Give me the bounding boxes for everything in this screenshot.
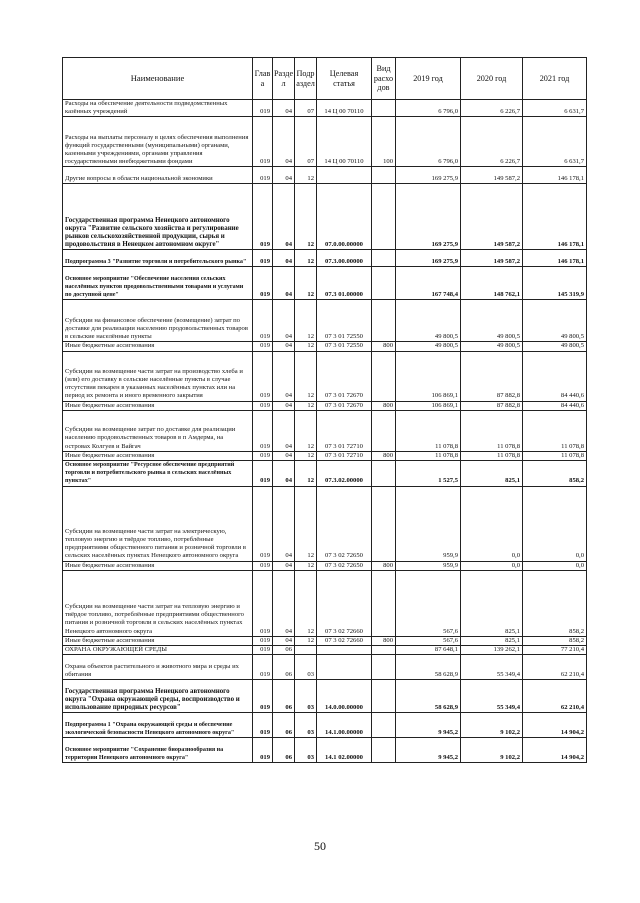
row-value-2021: 14 904,2 — [523, 713, 587, 738]
row-podrazdel: 07 — [295, 117, 317, 167]
row-vid — [372, 713, 396, 738]
table-row — [63, 461, 587, 487]
row-value-2020: 87 882,8 — [461, 401, 523, 410]
row-glava: 019 — [253, 100, 273, 117]
row-razdel: 04 — [273, 184, 295, 250]
row-vid — [372, 100, 396, 117]
row-statya: 07 3 02 72650 — [317, 486, 372, 561]
row-razdel: 04 — [273, 636, 295, 645]
row-razdel: 06 — [273, 680, 295, 713]
row-glava: 019 — [253, 401, 273, 410]
row-name: Иные бюджетные ассигнования — [63, 561, 253, 570]
table-row — [63, 351, 587, 401]
row-podrazdel: 12 — [295, 451, 317, 460]
header-razdel: Разде л — [273, 58, 295, 100]
row-value-2021: 62 210,4 — [523, 680, 587, 713]
row-vid — [372, 410, 396, 451]
row-statya — [317, 655, 372, 680]
table-row — [63, 570, 587, 636]
row-statya — [317, 646, 372, 655]
row-glava: 019 — [253, 117, 273, 167]
row-name: Государственная программа Ненецкого автономного округа "Развитие сельского хозяйства и регулирование рынков сельскохозяйственной продукции, сырья и продовольствия в Ненецком автономном округе" — [63, 184, 253, 250]
row-value-2021: 6 631,7 — [523, 100, 587, 117]
row-razdel: 04 — [273, 342, 295, 351]
row-statya: 14 Ц 00 70110 — [317, 117, 372, 167]
row-name: Расходы на обеспечение деятельности подведомственных казённых учреждений — [63, 100, 253, 117]
table-row — [63, 267, 587, 300]
row-razdel: 06 — [273, 713, 295, 738]
row-razdel: 04 — [273, 461, 295, 487]
row-vid — [372, 184, 396, 250]
row-value-2019: 106 869,1 — [396, 401, 461, 410]
row-statya: 07.0.00.00000 — [317, 184, 372, 250]
row-vid — [372, 300, 396, 342]
row-value-2020: 9 102,2 — [461, 713, 523, 738]
table-row — [63, 738, 587, 763]
row-razdel: 06 — [273, 655, 295, 680]
row-value-2020: 6 226,7 — [461, 117, 523, 167]
row-value-2019: 11 078,8 — [396, 410, 461, 451]
row-razdel: 04 — [273, 300, 295, 342]
table-row — [63, 184, 587, 250]
row-podrazdel: 12 — [295, 250, 317, 267]
table-row — [63, 100, 587, 117]
header-2019: 2019 год — [396, 58, 461, 100]
row-podrazdel: 12 — [295, 410, 317, 451]
row-razdel: 04 — [273, 486, 295, 561]
row-value-2021: 858,2 — [523, 461, 587, 487]
row-glava: 019 — [253, 250, 273, 267]
row-statya: 14.1 02.00000 — [317, 738, 372, 763]
row-razdel: 04 — [273, 117, 295, 167]
header-statya: Целевая статья — [317, 58, 372, 100]
row-podrazdel: 12 — [295, 351, 317, 401]
row-name: Иные бюджетные ассигнования — [63, 401, 253, 410]
row-value-2019: 58 628,9 — [396, 655, 461, 680]
header-podrazdel: Подр аздел — [295, 58, 317, 100]
row-statya: 07 3 02 72660 — [317, 570, 372, 636]
row-value-2019: 9 945,2 — [396, 713, 461, 738]
row-value-2020: 0,0 — [461, 486, 523, 561]
row-vid: 800 — [372, 342, 396, 351]
row-value-2019: 6 796,0 — [396, 117, 461, 167]
row-name: Иные бюджетные ассигнования — [63, 342, 253, 351]
row-glava: 019 — [253, 713, 273, 738]
row-value-2020: 0,0 — [461, 561, 523, 570]
table-row — [63, 646, 587, 655]
row-value-2021: 49 800,5 — [523, 300, 587, 342]
row-value-2021: 11 078,8 — [523, 410, 587, 451]
table-row — [63, 117, 587, 167]
row-statya: 14.0.00.00000 — [317, 680, 372, 713]
row-value-2019: 6 796,0 — [396, 100, 461, 117]
row-razdel: 04 — [273, 451, 295, 460]
table-header-row — [63, 58, 587, 100]
row-name: Основное мероприятие "Ресурсное обеспечение предприятий торговли и потребительского рынка в сельских населённых пунктах" — [63, 461, 253, 487]
row-value-2019: 959,9 — [396, 561, 461, 570]
row-glava: 019 — [253, 300, 273, 342]
row-value-2020: 149 587,2 — [461, 250, 523, 267]
row-value-2019: 49 800,5 — [396, 342, 461, 351]
row-razdel: 04 — [273, 267, 295, 300]
row-value-2021: 0,0 — [523, 561, 587, 570]
row-value-2021: 145 319,9 — [523, 267, 587, 300]
row-razdel: 04 — [273, 167, 295, 184]
page-number: 50 — [314, 839, 326, 853]
row-value-2020: 87 882,8 — [461, 351, 523, 401]
row-value-2021: 6 631,7 — [523, 117, 587, 167]
row-razdel: 04 — [273, 100, 295, 117]
row-vid: 800 — [372, 636, 396, 645]
row-value-2020: 9 102,2 — [461, 738, 523, 763]
row-name: Расходы на выплаты персоналу в целях обеспечения выполнения функций государственными (муниципальными) органами, казенными учреждениями, органами управления государственными внебюджетными фондами — [63, 117, 253, 167]
row-vid — [372, 738, 396, 763]
row-glava: 019 — [253, 561, 273, 570]
table-row — [63, 680, 587, 713]
row-podrazdel: 03 — [295, 655, 317, 680]
row-razdel: 04 — [273, 570, 295, 636]
row-podrazdel: 12 — [295, 636, 317, 645]
row-razdel: 04 — [273, 410, 295, 451]
table-row — [63, 713, 587, 738]
row-podrazdel: 03 — [295, 680, 317, 713]
row-vid — [372, 267, 396, 300]
table-row — [63, 342, 587, 351]
row-value-2020: 149 587,2 — [461, 167, 523, 184]
row-value-2020: 55 349,4 — [461, 680, 523, 713]
row-glava: 019 — [253, 655, 273, 680]
row-value-2020: 825,1 — [461, 461, 523, 487]
row-glava: 019 — [253, 184, 273, 250]
row-value-2021: 146 178,1 — [523, 167, 587, 184]
row-vid — [372, 250, 396, 267]
row-statya: 07 3 01 72710 — [317, 451, 372, 460]
row-vid: 100 — [372, 117, 396, 167]
row-value-2020: 148 762,1 — [461, 267, 523, 300]
row-value-2020: 49 800,5 — [461, 300, 523, 342]
row-value-2021: 146 178,1 — [523, 250, 587, 267]
row-name: Основное мероприятие "Сохранение биоразнообразия на территории Ненецкого автономного округа" — [63, 738, 253, 763]
header-2020: 2020 год — [461, 58, 523, 100]
row-value-2020: 6 226,7 — [461, 100, 523, 117]
row-value-2019: 567,6 — [396, 570, 461, 636]
row-vid: 800 — [372, 561, 396, 570]
row-glava: 019 — [253, 570, 273, 636]
row-vid — [372, 486, 396, 561]
row-name: Подпрограмма 1 "Охрана окружающей среды и обеспечение экологической безопасности Ненецкого автономного округа" — [63, 713, 253, 738]
row-glava: 019 — [253, 646, 273, 655]
row-glava: 019 — [253, 351, 273, 401]
row-value-2020: 49 800,5 — [461, 342, 523, 351]
row-value-2021: 0,0 — [523, 486, 587, 561]
row-razdel: 04 — [273, 561, 295, 570]
row-podrazdel — [295, 646, 317, 655]
row-name: Субсидии на возмещение части затрат на тепловую энергию и твёрдое топливо, потреблённые предприятиями общественного питания и розничной торговли в сельских населённых пунктах Ненецкого автономного округа — [63, 570, 253, 636]
row-glava: 019 — [253, 167, 273, 184]
row-value-2019: 959,9 — [396, 486, 461, 561]
row-statya: 14 Ц 00 70110 — [317, 100, 372, 117]
row-statya: 07 3 01 72710 — [317, 410, 372, 451]
row-glava: 019 — [253, 451, 273, 460]
row-value-2021: 49 800,5 — [523, 342, 587, 351]
row-value-2020: 825,1 — [461, 636, 523, 645]
table-row — [63, 410, 587, 451]
row-value-2019: 11 078,8 — [396, 451, 461, 460]
row-glava: 019 — [253, 486, 273, 561]
row-podrazdel: 12 — [295, 300, 317, 342]
row-value-2020: 55 349,4 — [461, 655, 523, 680]
row-statya — [317, 167, 372, 184]
row-value-2021: 84 440,6 — [523, 401, 587, 410]
row-glava: 019 — [253, 680, 273, 713]
row-value-2020: 11 078,8 — [461, 451, 523, 460]
row-value-2021: 62 210,4 — [523, 655, 587, 680]
row-statya: 07 3 02 72650 — [317, 561, 372, 570]
row-name: Иные бюджетные ассигнования — [63, 451, 253, 460]
row-razdel: 06 — [273, 646, 295, 655]
row-podrazdel: 12 — [295, 167, 317, 184]
row-vid — [372, 461, 396, 487]
row-value-2021: 77 210,4 — [523, 646, 587, 655]
row-podrazdel: 07 — [295, 100, 317, 117]
row-value-2019: 106 869,1 — [396, 351, 461, 401]
row-name: Субсидии на возмещение части затрат на электрическую, тепловую энергию и твёрдое топливо, потреблённые предприятиями общественного питания и розничной торговли в сельских населённых пунктах Ненецкого автономного округа — [63, 486, 253, 561]
row-podrazdel: 12 — [295, 401, 317, 410]
row-value-2019: 169 275,9 — [396, 167, 461, 184]
row-razdel: 04 — [273, 401, 295, 410]
row-vid: 800 — [372, 451, 396, 460]
row-statya: 07.3.00.00000 — [317, 250, 372, 267]
row-value-2020: 11 078,8 — [461, 410, 523, 451]
row-value-2019: 49 800,5 — [396, 300, 461, 342]
row-razdel: 06 — [273, 738, 295, 763]
row-statya: 07 3 02 72660 — [317, 636, 372, 645]
row-vid — [372, 167, 396, 184]
row-podrazdel: 12 — [295, 267, 317, 300]
row-value-2021: 858,2 — [523, 636, 587, 645]
header-name: Наименование — [63, 58, 253, 100]
table-row — [63, 300, 587, 342]
row-value-2021: 146 178,1 — [523, 184, 587, 250]
row-vid — [372, 646, 396, 655]
row-value-2019: 169 275,9 — [396, 184, 461, 250]
row-statya: 14.1.00.00000 — [317, 713, 372, 738]
row-podrazdel: 12 — [295, 184, 317, 250]
table-row — [63, 250, 587, 267]
row-value-2020: 149 587,2 — [461, 184, 523, 250]
row-razdel: 04 — [273, 351, 295, 401]
table-row — [63, 655, 587, 680]
table-row — [63, 561, 587, 570]
row-podrazdel: 12 — [295, 486, 317, 561]
row-glava: 019 — [253, 636, 273, 645]
table-row — [63, 167, 587, 184]
table-row — [63, 401, 587, 410]
row-value-2019: 169 275,9 — [396, 250, 461, 267]
row-name: Подпрограмма 3 "Развитие торговли и потребительского рынка" — [63, 250, 253, 267]
row-vid — [372, 680, 396, 713]
row-name: Основное мероприятие "Обеспечение населения сельских населённых пунктов продовольственными товарами и услугами по доступной цене" — [63, 267, 253, 300]
row-name: ОХРАНА ОКРУЖАЮЩЕЙ СРЕДЫ — [63, 646, 253, 655]
row-glava: 019 — [253, 738, 273, 763]
row-statya: 07.3 01.00000 — [317, 267, 372, 300]
header-glava: Глав а — [253, 58, 273, 100]
header-vid: Вид расхо дов — [372, 58, 396, 100]
row-vid — [372, 570, 396, 636]
row-podrazdel: 12 — [295, 461, 317, 487]
row-value-2020: 825,1 — [461, 570, 523, 636]
row-value-2021: 14 904,2 — [523, 738, 587, 763]
row-value-2019: 58 628,9 — [396, 680, 461, 713]
header-2021: 2021 год — [523, 58, 587, 100]
row-glava: 019 — [253, 461, 273, 487]
row-statya: 07.3.02.00000 — [317, 461, 372, 487]
row-name: Иные бюджетные ассигнования — [63, 636, 253, 645]
row-value-2019: 1 527,5 — [396, 461, 461, 487]
row-glava: 019 — [253, 342, 273, 351]
row-value-2020: 139 262,1 — [461, 646, 523, 655]
row-value-2021: 858,2 — [523, 570, 587, 636]
row-name: Охрана объектов растительного и животного мира и среды их обитания — [63, 655, 253, 680]
row-glava: 019 — [253, 410, 273, 451]
row-podrazdel: 03 — [295, 713, 317, 738]
row-value-2021: 84 440,6 — [523, 351, 587, 401]
row-statya: 07 3 01 72550 — [317, 300, 372, 342]
row-glava: 019 — [253, 267, 273, 300]
row-value-2021: 11 078,8 — [523, 451, 587, 460]
row-vid — [372, 351, 396, 401]
row-podrazdel: 12 — [295, 561, 317, 570]
row-value-2019: 9 945,2 — [396, 738, 461, 763]
row-value-2019: 567,6 — [396, 636, 461, 645]
row-statya: 07 3 01 72670 — [317, 401, 372, 410]
row-podrazdel: 12 — [295, 570, 317, 636]
row-statya: 07 3 01 72670 — [317, 351, 372, 401]
row-statya: 07 3 01 72550 — [317, 342, 372, 351]
row-vid: 800 — [372, 401, 396, 410]
table-row — [63, 451, 587, 460]
table-row — [63, 636, 587, 645]
row-name: Субсидии на финансовое обеспечение (возмещение) затрат по доставке для реализации населению продовольственных товаров в сельские населённые пункты — [63, 300, 253, 342]
table-row — [63, 486, 587, 561]
row-vid — [372, 655, 396, 680]
row-name: Другие вопросы в области национальной экономики — [63, 167, 253, 184]
row-name: Субсидии на возмещение части затрат на производство хлеба и (или) его доставку в сельские населённые пункты в случае отсутствия пекарен в указанных населённых пунктах или на период их ремонта и иного временного закрытия — [63, 351, 253, 401]
row-name: Субсидии на возмещение затрат по доставке для реализации населению продовольственных товаров в п Амдерма, на островах Колгуев и Вайгач — [63, 410, 253, 451]
row-value-2019: 167 748,4 — [396, 267, 461, 300]
row-value-2019: 87 648,1 — [396, 646, 461, 655]
budget-table — [62, 57, 587, 763]
row-razdel: 04 — [273, 250, 295, 267]
row-podrazdel: 12 — [295, 342, 317, 351]
row-name: Государственная программа Ненецкого автономного округа "Охрана окружающей среды, воспроизводство и использование природных ресурсов" — [63, 680, 253, 713]
row-podrazdel: 03 — [295, 738, 317, 763]
